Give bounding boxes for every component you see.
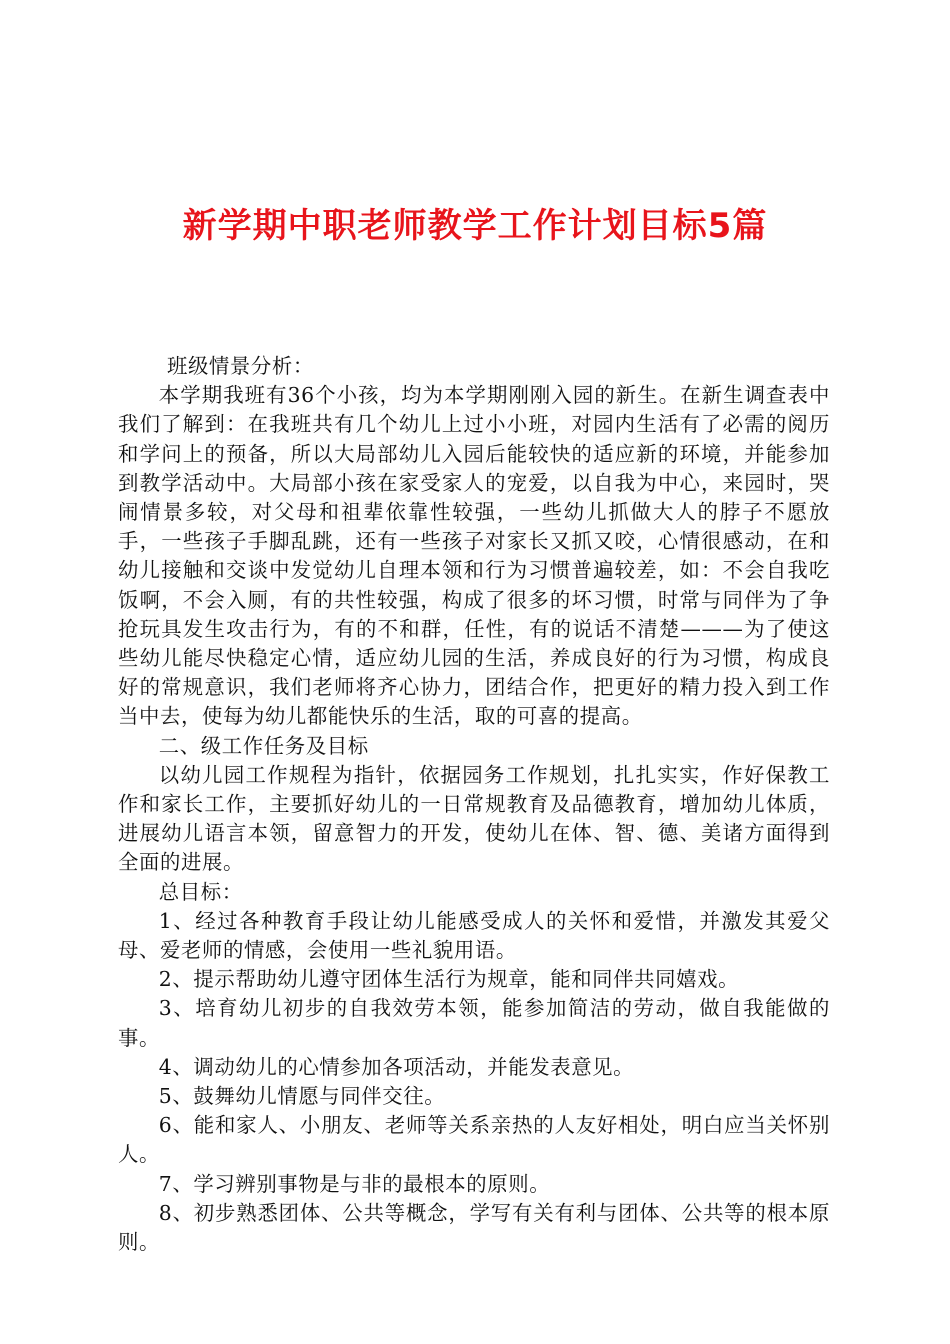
goal-item: 8、初步熟悉团体、公共等概念，学写有关有利与团体、公共等的根本原则。 — [118, 1200, 830, 1255]
paragraph-tasks: 以幼儿园工作规程为指针，依据园务工作规划，扎扎实实，作好保教工作和家长工作，主要抓好幼儿的一日常规教育及品德教育，增加幼儿体质，进展幼儿语言本领，留意智力的开发，使幼儿在体、智、德、美诸方面得到全面的进展。 — [118, 762, 830, 875]
paragraph-goals-heading: 总目标： — [158, 879, 243, 904]
document-title: 新学期中职老师教学工作计划目标5篇 — [182, 206, 768, 246]
paragraph-class-analysis-heading: 班级情景分析： — [166, 354, 314, 378]
goal-item: 6、能和家人、小朋友、老师等关系亲热的人友好相处，明白应当关怀别人。 — [118, 1113, 830, 1167]
goal-item: 7、学习辨别事物是与非的最根本的原则。 — [158, 1171, 551, 1196]
goal-item: 5、鼓舞幼儿情愿与同伴交往。 — [158, 1084, 446, 1109]
goal-item: 1、经过各种教育手段让幼儿能感受成人的关怀和爱惜，并激发其爱父母、爱老师的情感，会使用一些礼貌用语。 — [118, 908, 830, 963]
goal-item: 3、培育幼儿初步的自我效劳本领，能参加简洁的劳动，做自我能做的事。 — [118, 996, 830, 1050]
paragraph-tasks-heading: 二、级工作任务及目标 — [158, 733, 369, 758]
goal-item: 2、提示帮助幼儿遵守团体生活行为规章，能和同伴共同嬉戏。 — [158, 967, 740, 992]
paragraph-class-analysis: 本学期我班有36个小孩，均为本学期刚刚入园的新生。在新生调查表中我们了解到：在我班共有几个幼儿上过小小班，对园内生活有了必需的阅历和学问上的预备，所以大局部幼儿入园后能较快的适应新的环境，并能参加到教学活动中。大局部小孩在家受家人的宠爱，以自我为中心，来园时，哭闹情景多较，对父母和祖辈依靠性较强，一些幼儿抓做大人的脖子不愿放手，一些孩子手脚乱跳，还有一些孩子对家长又抓又咬，心情很感动，在和幼儿接触和交谈中发觉幼儿自理本领和行为习惯普遍较差，如：不会自我吃饭啊，不会入厕，有的共性较强，构成了很多的坏习惯，时常与同伴为了争抢玩具发生攻击行为，有的不和群，任性，有的说话不清楚———为了使这些幼儿能尽快稳定心情，适应幼儿园的生活，养成良好的行为习惯，构成良好的常规意识，我们老师将齐心协力，团结合作，把更好的精力投入到工作当中去，使每为幼儿都能快乐的生活，取的可喜的提高。 — [118, 383, 830, 729]
document-body — [118, 352, 830, 1257]
goal-item: 4、调动幼儿的心情参加各项活动，并能发表意见。 — [158, 1054, 635, 1079]
